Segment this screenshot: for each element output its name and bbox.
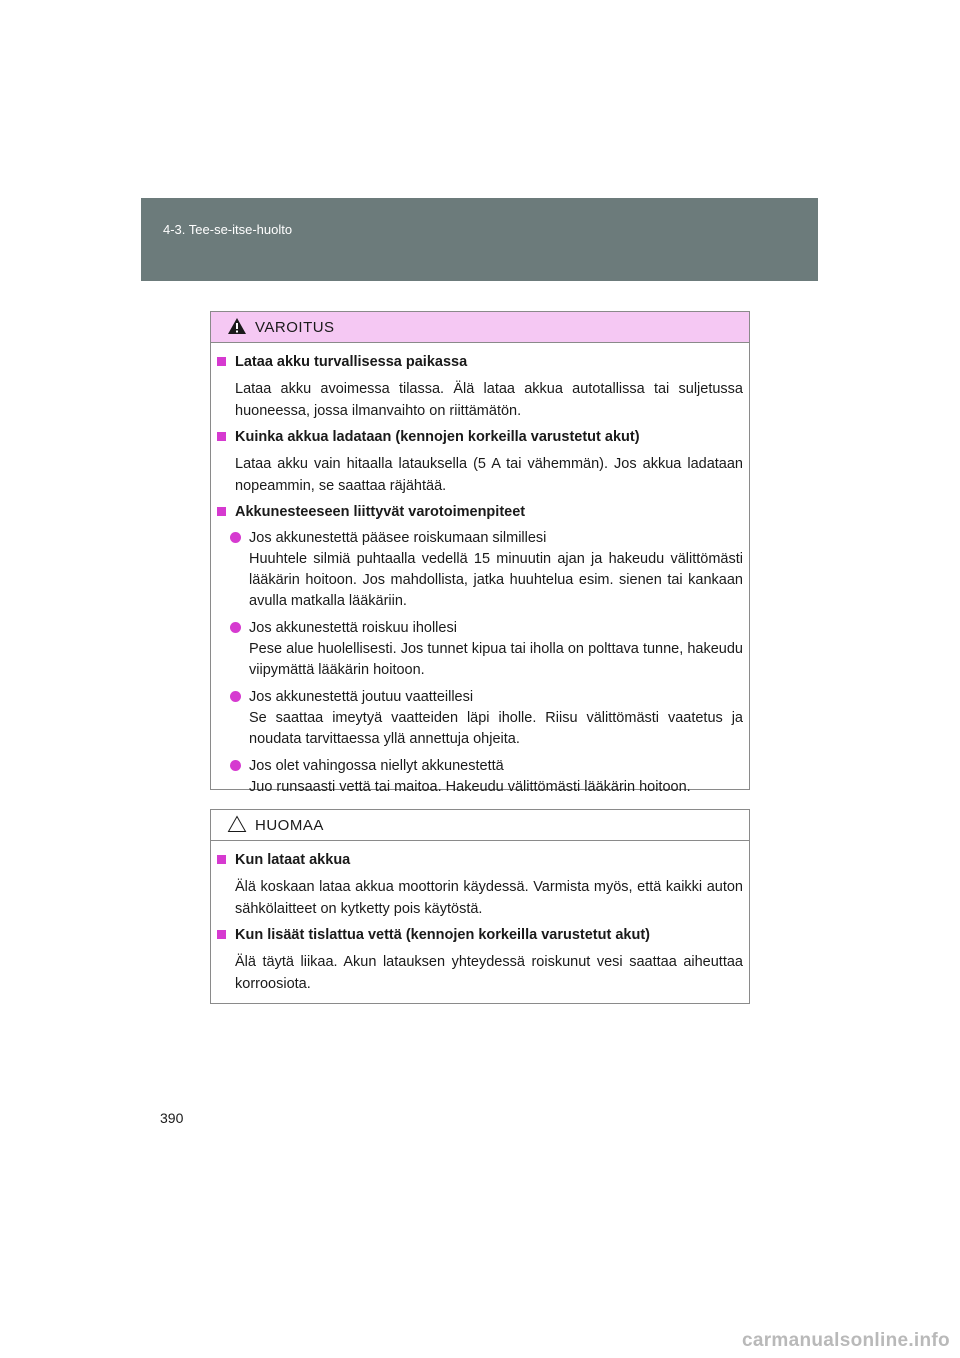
square-bullet-icon (217, 855, 226, 864)
warning-label: VAROITUS (255, 319, 335, 336)
list-item (249, 528, 743, 612)
warning-heading-3: Akkunesteeseen liittyvät varotoimenpiteet (217, 503, 743, 522)
list-item-text: Juo runsaasti vettä tai maitoa. Hakeudu välittömästi lääkärin hoitoon. (249, 779, 691, 795)
warning-triangle-icon (227, 317, 247, 335)
note-body (211, 841, 749, 995)
list-item (249, 618, 743, 681)
warning-box (210, 311, 750, 795)
warning-header (211, 312, 749, 343)
warning-body (211, 343, 749, 798)
list-item-text: Pese alue huolellisesti. Jos tunnet kipua tai iholla on polttava tunne, hakeudu viipymättä lääkärin hoitoon. (249, 641, 743, 678)
warning-heading-1: Lataa akku turvallisessa paikassa (217, 353, 743, 372)
watermark: carmanualsonline.info (742, 1330, 950, 1351)
page-number: 390 (160, 1110, 184, 1126)
circle-bullet-icon (230, 532, 241, 543)
list-item-title: Jos olet vahingossa niellyt akkunestettä (249, 758, 504, 774)
list-item-title: Jos akkunestettä pääsee roiskumaan silmillesi (249, 530, 547, 546)
square-bullet-icon (217, 432, 226, 441)
list-item-title: Jos akkunestettä roiskuu ihollesi (249, 620, 457, 636)
circle-bullet-icon (230, 622, 241, 633)
note-text-1: Älä koskaan lataa akkua moottorin käydessä. Varmista myös, että kaikki auton sähkölaitteet on kytketty pois käytöstä. (235, 879, 743, 917)
note-box (210, 809, 750, 1004)
list-item-text: Huuhtele silmiä puhtaalla vedellä 15 minuutin ajan ja hakeudu välittömästi lääkärin hoitoon. Jos mahdollista, jatka huuhtelua esim. sienen tai kankaan avulla matkalla lääkäriin. (249, 551, 743, 609)
note-header (211, 810, 749, 841)
square-bullet-icon (217, 507, 226, 516)
warning-heading-2: Kuinka akkua ladataan (kennojen korkeilla varustetut akut) (217, 428, 743, 447)
note-heading-1: Kun lataat akkua (217, 851, 743, 870)
list-item (249, 687, 743, 750)
circle-bullet-icon (230, 691, 241, 702)
section-header (141, 198, 818, 281)
list-item-title: Jos akkunestettä joutuu vaatteillesi (249, 689, 474, 705)
section-title: 4-3. Tee-se-itse-huolto (163, 222, 293, 237)
list-item-text: Se saattaa imeytyä vaatteiden läpi iholle. Riisu välittömästi vaatetus ja noudata tarvittaessa yllä annettuja ohjeita. (249, 710, 743, 747)
list-item (249, 756, 743, 798)
square-bullet-icon (217, 357, 226, 366)
note-label: HUOMAA (255, 817, 324, 834)
circle-bullet-icon (230, 760, 241, 771)
caution-triangle-icon (227, 815, 247, 833)
warning-text-2: Lataa akku vain hitaalla latauksella (5 A tai vähemmän). Jos akkua ladataan nopeammin, se saattaa räjähtää. (235, 456, 743, 494)
note-text-2: Älä täytä liikaa. Akun latauksen yhteydessä roiskunut vesi saattaa aiheuttaa korroosiota. (235, 954, 743, 992)
note-heading-2: Kun lisäät tislattua vettä (kennojen korkeilla varustetut akut) (217, 926, 743, 945)
warning-text-1: Lataa akku avoimessa tilassa. Älä lataa akkua autotallissa tai suljetussa huoneessa, jossa ilmanvaihto on riittämätön. (235, 381, 743, 419)
square-bullet-icon (217, 930, 226, 939)
